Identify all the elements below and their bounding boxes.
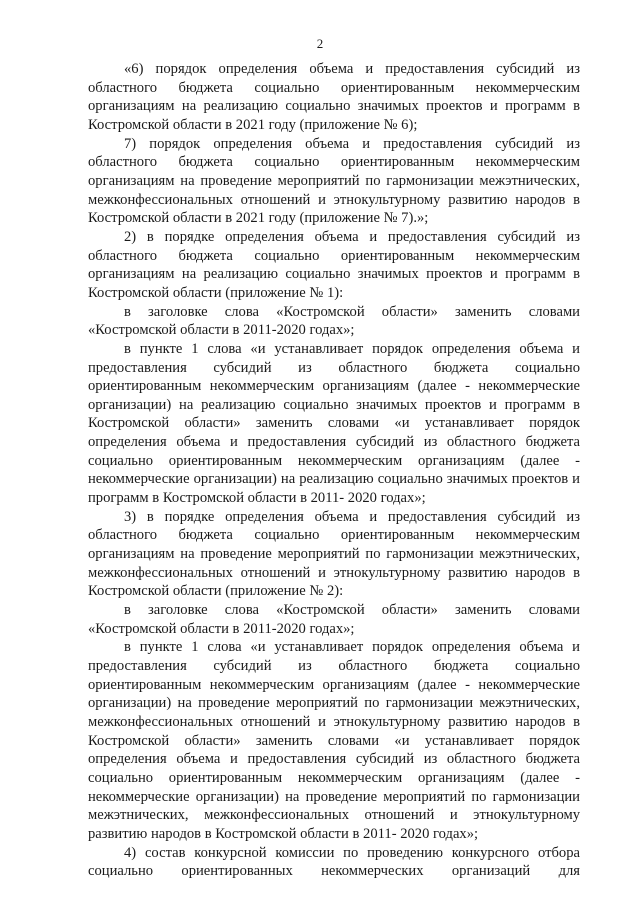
paragraph-clause-1-change-2: в пункте 1 слова «и устанавливает порядок определения объема и предоставления субсидий из областного бюджета социально ориентированным некоммерческим организациям (далее - некоммерческие организации) на проведение мероприятий по гармонизации межэтнических, межконфессиональных отношений и этнокультурному развитию народов в Костромской области» заменить словами «и устанавливает порядок определения объема и предоставления субсидий из областного бюджета социально ориентированным некоммерческим организациям (далее - некоммерческие организации) на проведение мероприятий по гармонизации межэтнических, межконфессиональных отношений и этнокультурному развитию народов в Костромской области в 2011- 2020 годах»; [88, 639, 580, 842]
paragraph-amendment-2: 2) в порядке определения объема и предоставления субсидий из областного бюджета социально ориентированным некоммерческим организациям на реализацию социально значимых проектов и программ в Костромской области (приложение № 1): [88, 228, 580, 301]
paragraph-item-7: 7) порядок определения объема и предоставления субсидий из областного бюджета социально ориентированным некоммерческим организациям на проведение мероприятий по гармонизации межэтнических, межконфессиональных отношений и этнокультурному развитию народов в Костромской области в 2021 году (приложение № 7).»; [88, 135, 580, 227]
paragraph-item-6: «6) порядок определения объема и предоставления субсидий из областного бюджета социально ориентированным некоммерческим организациям на реализацию социально значимых проектов и программ в Костромской области в 2021 году (приложение № 6); [88, 61, 580, 133]
paragraph-amendment-4: 4) состав конкурсной комиссии по проведению конкурсного отбора социально ориентированных некоммерческих организаций для [88, 844, 580, 880]
page-number: 2 [316, 36, 324, 51]
paragraph-title-change-1: в заголовке слова «Костромской области» заменить словами «Костромской области в 2011-2020 годах»; [88, 303, 580, 339]
paragraph-clause-1-change-1: в пункте 1 слова «и устанавливает порядок определения объема и предоставления субсидий из областного бюджета социально ориентированным некоммерческим организациям (далее - некоммерческие организации) на реализацию социально значимых проектов и программ в Костромской области» заменить словами «и устанавливает порядок определения объема и предоставления субсидий из областного бюджета социально ориентированным некоммерческим организациям (далее - некоммерческие организации) на реализацию социально значимых проектов и программ в Костромской области в 2011- 2020 годах»; [88, 340, 580, 507]
paragraph-title-change-2: в заголовке слова «Костромской области» заменить словами «Костромской области в 2011-2020 годах»; [88, 602, 580, 637]
document-body [88, 60, 580, 881]
paragraph-amendment-3: 3) в порядке определения объема и предоставления субсидий из областного бюджета социально ориентированным некоммерческим организациям на проведение мероприятий по гармонизации межэтнических, межконфессиональных отношений и этнокультурному развитию народов в Костромской области (приложение № 2): [88, 508, 580, 600]
